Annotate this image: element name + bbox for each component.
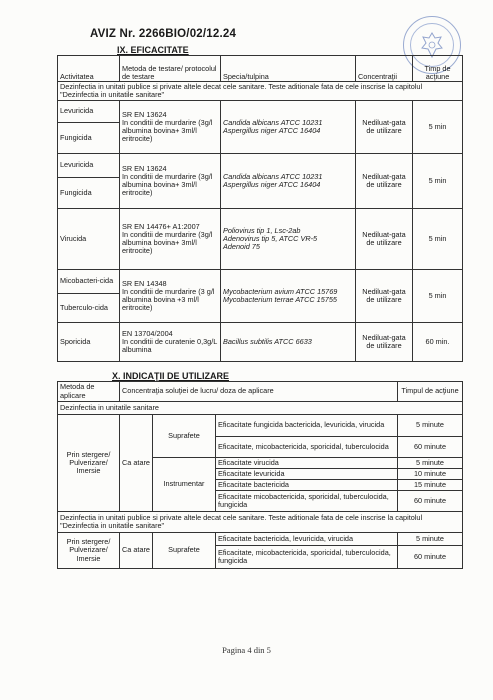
document-title: AVIZ Nr. 2266BIO/02/12.24 [90,28,237,40]
header-metoda-aplicare: Metoda de aplicare [58,382,120,402]
concentration-cell: Nediluat-gata de utilizare [356,270,413,323]
block1-title: Dezinfectia in unitatile sanitare [58,402,463,415]
efficacy-cell: Eficacitate, micobactericida, sporicidal, tuberculocida [216,437,398,458]
header-specia: Specia/tulpina [221,56,356,82]
efficacy-cell: Eficacitate bactericida, levuricida, virucida [216,533,398,546]
time-cell: 5 min [413,209,463,270]
time-cell: 5 minute [398,415,463,437]
usage-table [57,381,463,569]
efficacy-cell: Eficacitate, micobactericida, sporicidal, tuberculocida, fungicida [216,546,398,569]
header-timp: Timp de acţiune [413,56,463,82]
mode-cell: Ca atare [120,533,153,569]
header-concentratii: Concentraţii [356,56,413,82]
activity-cell: Fungicida [58,178,120,209]
time-cell: 5 min [413,154,463,209]
header-activitate: Activitatea [58,56,120,82]
concentration-cell: Nediluat-gata de utilizare [356,323,413,362]
application-method-cell: Prin stergere/ Pulverizare/ Imersie [58,533,120,569]
species-cell: Poliovirus tip 1, Lsc-2ab Adenovirus tip 5, ATCC VR-5 Adenoid 75 [221,209,356,270]
time-cell: 5 min [413,270,463,323]
activity-cell: Micobacteri-cida [58,270,120,294]
page-number: Pagina 4 din 5 [222,645,271,655]
surface-label: Suprafete [153,533,216,569]
time-cell: 5 minute [398,458,463,469]
efficacy-cell: Eficacitate micobactericida, sporicidal, tuberculocida, fungicida [216,491,398,512]
species-cell: Candida albicans ATCC 10231 Aspergillus niger ATCC 16404 [221,101,356,154]
time-cell: 15 minute [398,480,463,491]
species-cell: Mycobacterium avium ATCC 15769 Mycobacterium terrae ATCC 15755 [221,270,356,323]
activity-cell: Levuricida [58,154,120,178]
time-cell: 60 minute [398,546,463,569]
species-cell: Bacillus subtilis ATCC 6633 [221,323,356,362]
method-cell: EN 13704/2004 In conditii de curatenie 0,3g/L albumina [120,323,221,362]
section-ix-title: IX. EFICACITATE [117,45,189,55]
activity-cell: Fungicida [58,123,120,154]
instrument-label: Instrumentar [153,458,216,512]
header-timpul: Timpul de acţiune [398,382,463,402]
block2-title: Dezinfectia in unitati publice si private altele decat cele sanitare. Teste aditionale fata de cele inscrise la capitolul "Dezinfectia in unitatile sanitare" [58,512,463,533]
concentration-cell: Nediluat-gata de utilizare [356,101,413,154]
time-cell: 10 minute [398,469,463,480]
efficacy-table [57,55,463,362]
time-cell: 5 min [413,101,463,154]
method-cell: SR EN 13624 In conditii de murdarire (3g/l albumina bovina+ 3ml/l eritrocite) [120,154,221,209]
time-cell: 5 minute [398,533,463,546]
mode-cell: Ca atare [120,415,153,512]
efficacy-cell: Eficacitate virucida [216,458,398,469]
activity-cell: Sporicida [58,323,120,362]
efficacy-cell: Eficacitate levuricida [216,469,398,480]
activity-cell: Levuricida [58,101,120,123]
concentration-cell: Nediluat-gata de utilizare [356,154,413,209]
species-cell: Candida albicans ATCC 10231 Aspergillus niger ATCC 16404 [221,154,356,209]
method-cell: SR EN 14348 In conditii de murdarire (3 g/l albumina bovina +3 ml/l eritrocite) [120,270,221,323]
time-cell: 60 min. [413,323,463,362]
section-x-title: X. INDICAŢII DE UTILIZARE [112,371,229,381]
activity-cell: Virucida [58,209,120,270]
application-method-cell: Prin stergere/ Pulverizare/ Imersie [58,415,120,512]
efficacy-cell: Eficacitate bactericida [216,480,398,491]
concentration-cell: Nediluat-gata de utilizare [356,209,413,270]
efficacy-cell: Eficacitate fungicida bactericida, levuricida, virucida [216,415,398,437]
header-concentratia: Concentraţia soluţiei de lucru/ doza de aplicare [120,382,398,402]
activity-cell: Tuberculo-cida [58,294,120,323]
surface-label: Suprafete [153,415,216,458]
time-cell: 60 minute [398,437,463,458]
time-cell: 60 minute [398,491,463,512]
table-note: Dezinfectia in unitati publice si private altele decat cele sanitare. Teste aditionale fata de cele inscrise la capitolul "Dezinfectia in unitatile sanitare" [58,82,463,101]
method-cell: SR EN 13624 In conditii de murdarire (3g/l albumina bovina+ 3ml/l eritrocite) [120,101,221,154]
method-cell: SR EN 14476+ A1:2007 In conditii de murdarire (3g/l albumina bovina+ 3ml/l eritrocite) [120,209,221,270]
header-metoda: Metoda de testare/ protocolul de testare [120,56,221,82]
